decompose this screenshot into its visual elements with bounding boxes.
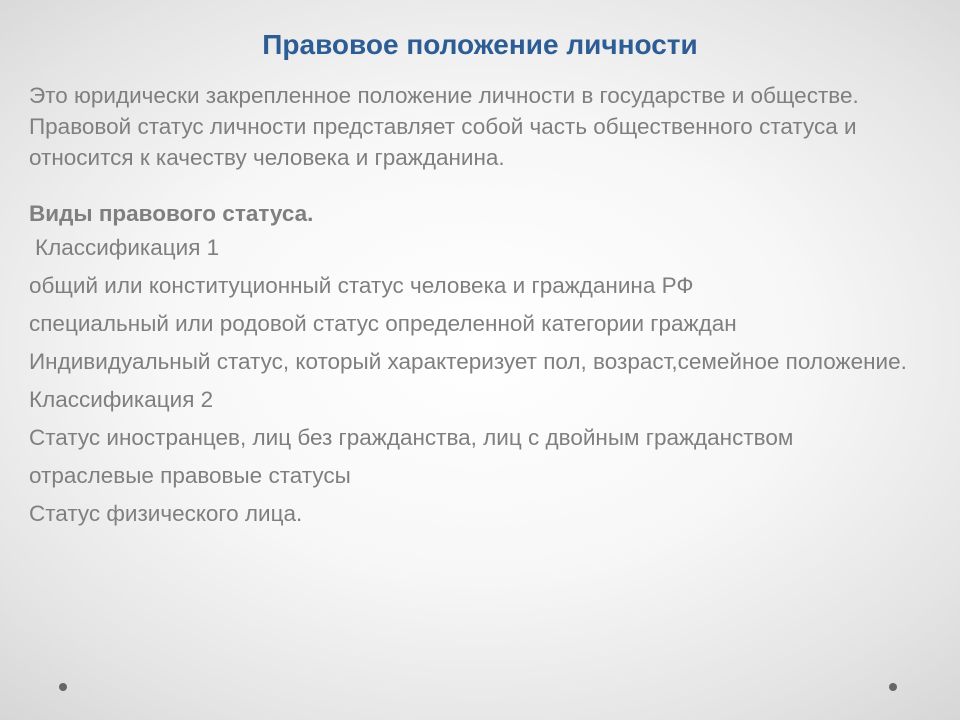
section-heading: Виды правового статуса. [29,201,314,226]
slide-content [29,80,934,536]
list-item: общий или конституционный статус человека и гражданина РФ [29,273,694,298]
list-item: специальный или родовой статус определенной категории граждан [29,311,737,336]
decorative-dot-left [59,683,67,691]
list-item: Статус иностранцев, лиц без гражданства, лиц с двойным гражданством [29,425,794,450]
list-item: отраслевые правовые статусы [29,463,351,488]
slide-title: Правовое положение личности [262,29,698,60]
decorative-dot-right [889,683,897,691]
list-item: Индивидуальный статус, который характеризует пол, возраст,семейное положение. [29,349,907,374]
list-item: Статус физического лица. [29,501,303,526]
classification-1-label: Классификация 1 [35,235,220,260]
intro-paragraph: Это юридически закрепленное положение личности в государстве и обществе. Правовой статус личности представляет собой часть общественного статуса и относится к качеству человека и гражданина. [29,83,859,170]
classification-2-label: Классификация 2 [29,387,214,412]
